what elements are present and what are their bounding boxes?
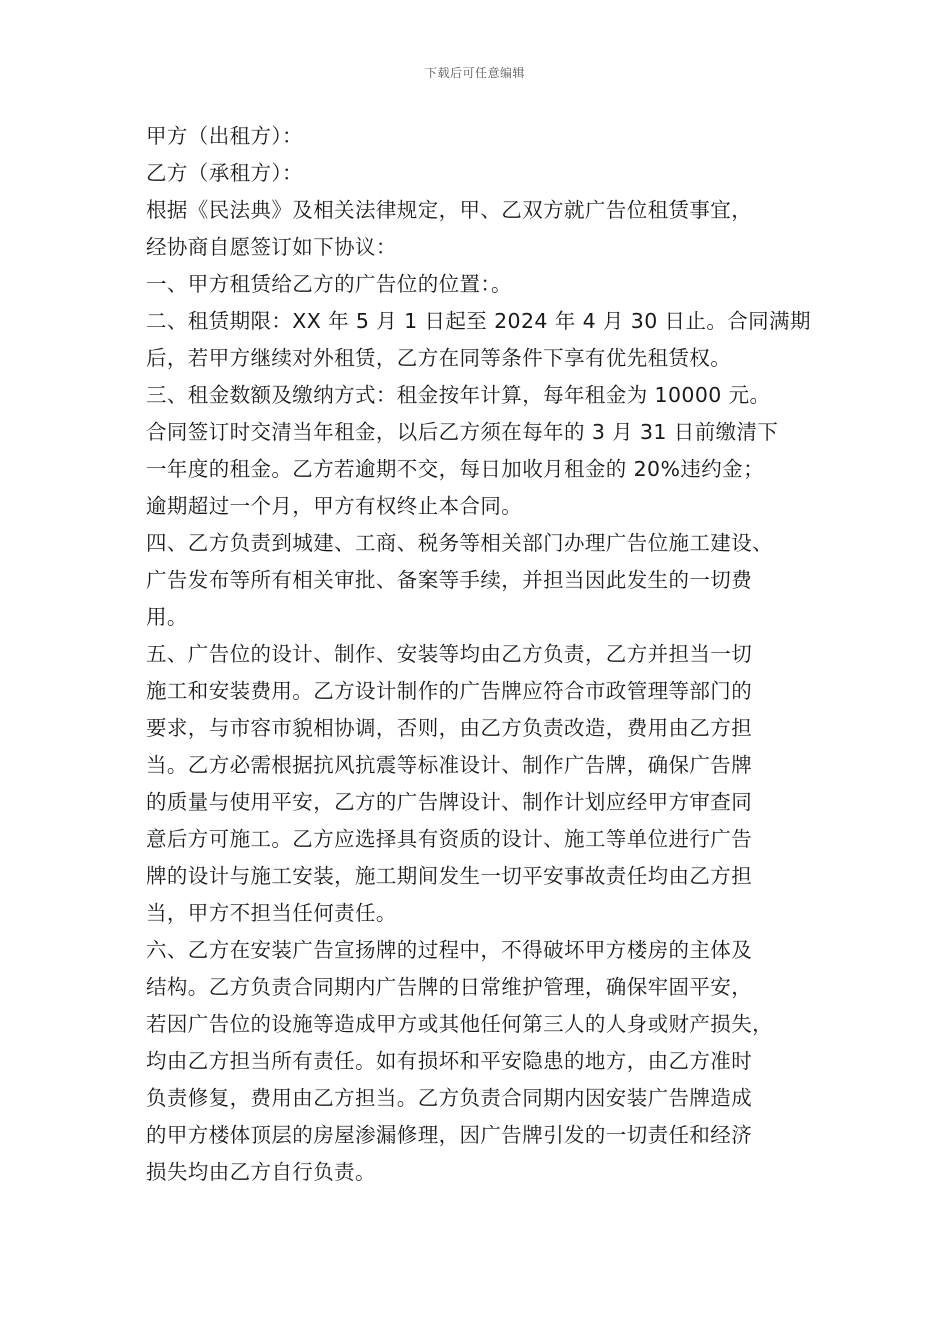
text-line: 的甲方楼体顶层的房屋渗漏修理，因广告牌引发的一切责任和经济 <box>146 1123 753 1147</box>
contract-body <box>146 118 836 1191</box>
text-line: 负责修复，费用由乙方担当。乙方负责合同期内因安装广告牌造成 <box>146 1086 753 1110</box>
text-line: 要求，与市容市貌相协调，否则，由乙方负责改造，费用由乙方担 <box>146 716 753 740</box>
text-line: 二、租赁期限：XX 年 5 月 1 日起至 2024 年 4 月 30 日止。合同满期 <box>146 309 811 333</box>
text-line: 当。乙方必需根据抗风抗震等标准设计、制作广告牌，确保广告牌 <box>146 753 753 777</box>
text-line: 三、租金数额及缴纳方式：租金按年计算，每年租金为 10000 元。 <box>146 383 771 407</box>
text-line: 合同签订时交清当年租金，以后乙方须在每年的 3 月 31 日前缴清下 <box>146 420 779 444</box>
text-line: 结构。乙方负责合同期内广告牌的日常维护管理，确保牢固平安， <box>146 975 753 999</box>
text-line: 四、乙方负责到城建、工商、税务等相关部门办理广告位施工建设、 <box>146 531 773 555</box>
text-line: 乙方（承租方）： <box>146 161 303 185</box>
text-line: 损失均由乙方自行负责。 <box>146 1160 376 1184</box>
text-line: 广告发布等所有相关审批、备案等手续，并担当因此发生的一切费 <box>146 568 753 592</box>
text-line: 的质量与使用平安，乙方的广告牌设计、制作计划应经甲方审查同 <box>146 790 753 814</box>
text-line: 甲方（出租方）： <box>146 124 303 148</box>
text-line: 均由乙方担当所有责任。如有损坏和平安隐患的地方，由乙方准时 <box>146 1049 753 1073</box>
text-line: 六、乙方在安装广告宣扬牌的过程中，不得破坏甲方楼房的主体及 <box>146 938 753 962</box>
text-line: 若因广告位的设施等造成甲方或其他任何第三人的人身或财产损失， <box>146 1012 773 1036</box>
text-line: 逾期超过一个月，甲方有权终止本合同。 <box>146 494 523 518</box>
text-line: 意后方可施工。乙方应选择具有资质的设计、施工等单位进行广告 <box>146 827 753 851</box>
page-header: 下载后可任意编辑 <box>424 66 525 80</box>
text-line: 一、甲方租赁给乙方的广告位的位置：。 <box>146 272 512 296</box>
text-line: 经协商自愿签订如下协议： <box>146 235 397 259</box>
text-line: 后，若甲方继续对外租赁，乙方在同等条件下享有优先租赁权。 <box>146 346 732 370</box>
text-line: 根据《民法典》及相关法律规定，甲、乙双方就广告位租赁事宜， <box>146 198 753 222</box>
text-line: 当，甲方不担当任何责任。 <box>146 901 397 925</box>
text-line: 施工和安装费用。乙方设计制作的广告牌应符合市政管理等部门的 <box>146 679 753 703</box>
text-line: 一年度的租金。乙方若逾期不交，每日加收月租金的 20%违约金； <box>146 457 764 481</box>
text-line: 五、广告位的设计、制作、安装等均由乙方负责，乙方并担当一切 <box>146 642 753 666</box>
text-line: 牌的设计与施工安装，施工期间发生一切平安事故责任均由乙方担 <box>146 864 753 888</box>
text-line: 用。 <box>146 605 188 629</box>
